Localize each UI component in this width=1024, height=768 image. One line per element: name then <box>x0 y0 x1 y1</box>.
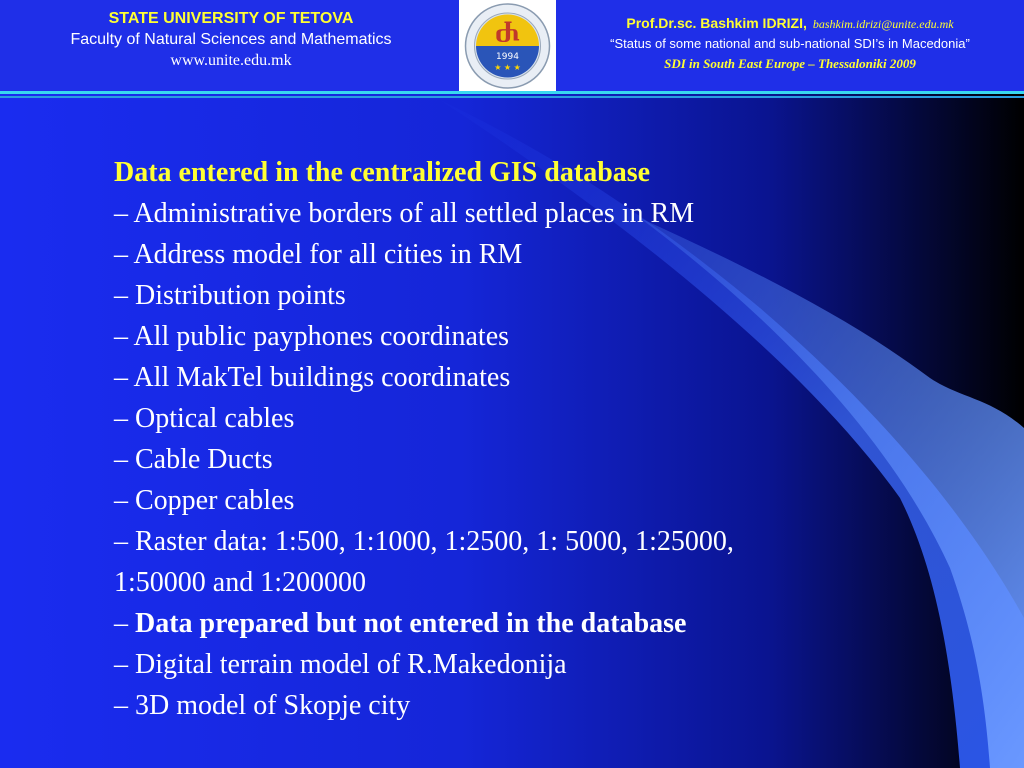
header-divider <box>0 91 1024 94</box>
content-heading: Data entered in the centralized GIS database <box>114 157 651 188</box>
university-name: STATE UNIVERSITY OF TETOVA <box>108 10 354 27</box>
list-item: – All public payphones coordinates <box>114 321 510 352</box>
author-block <box>560 13 1020 74</box>
list-item: – Optical cables <box>114 403 295 434</box>
slide-header <box>0 0 1024 92</box>
conference-name: SDI in South East Europe – Thessaloniki 2009 <box>664 56 916 71</box>
university-logo <box>459 0 556 92</box>
list-item: – All MakTel buildings coordinates <box>114 362 511 393</box>
svg-text:★ ★ ★: ★ ★ ★ <box>494 63 521 72</box>
list-item: 1:50000 and 1:200000 <box>114 567 366 598</box>
slide-content <box>114 152 914 726</box>
prepared-heading-line <box>114 603 914 644</box>
prepared-prefix: – <box>114 608 135 639</box>
talk-title: “Status of some national and sub-national SDI’s in Macedonia” <box>610 36 970 51</box>
list-item: – Raster data: 1:500, 1:1000, 1:2500, 1: 5000, 1:25000, <box>114 526 734 557</box>
list-item: – Distribution points <box>114 280 346 311</box>
faculty-name: Faculty of Natural Sciences and Mathematics <box>70 31 392 48</box>
svg-text:Ⴛ: Ⴛ <box>494 19 521 48</box>
seal-icon <box>463 2 552 90</box>
svg-text:1994: 1994 <box>496 52 519 62</box>
list-item: – Copper cables <box>114 485 295 516</box>
list-item: – Digital terrain model of R.Makedonija <box>114 649 567 680</box>
list-item: – Address model for all cities in RM <box>114 239 523 270</box>
prepared-heading: Data prepared but not entered in the database <box>135 608 687 639</box>
list-item: – Cable Ducts <box>114 444 273 475</box>
author-email: bashkim.idrizi@unite.edu.mk <box>812 17 954 31</box>
author-name: Prof.Dr.sc. Bashkim IDRIZI, <box>626 15 807 31</box>
university-block <box>8 8 454 72</box>
university-website: www.unite.edu.mk <box>170 52 292 69</box>
list-item: – Administrative borders of all settled places in RM <box>114 198 695 229</box>
list-item: – 3D model of Skopje city <box>114 690 411 721</box>
author-line <box>560 13 1020 34</box>
